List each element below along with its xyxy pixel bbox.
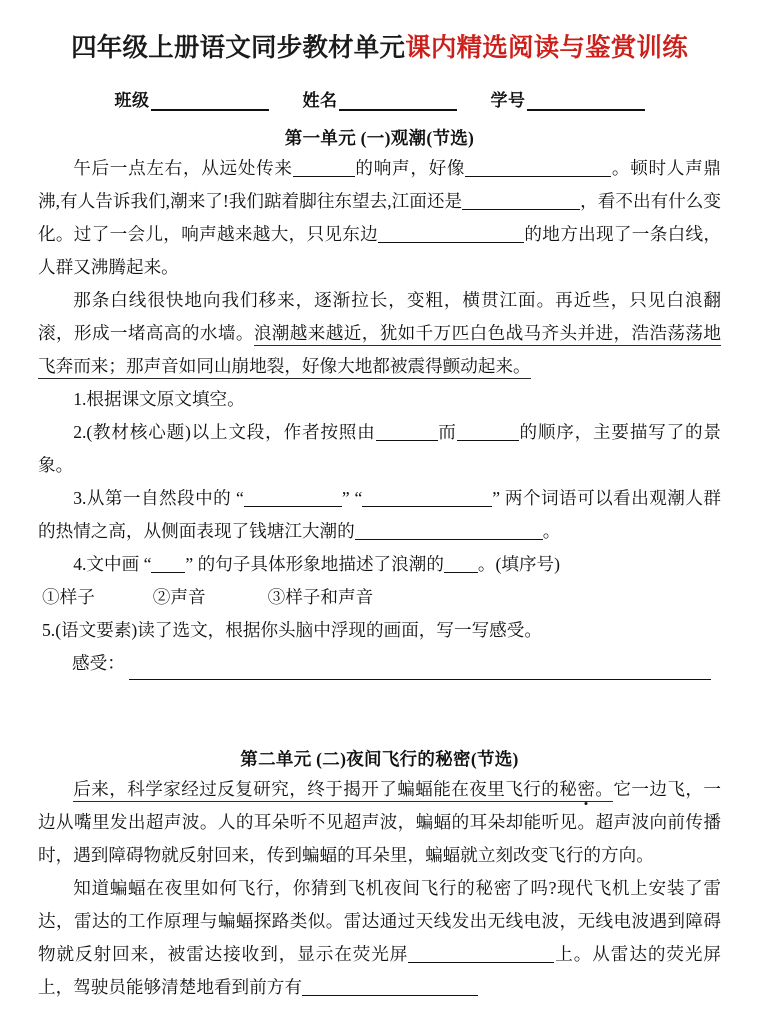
section-heading-unit-2: 第二单元 (二)夜间飞行的秘密(节选) (240, 749, 519, 770)
passage-blank-2[interactable] (465, 161, 611, 177)
unit2-blank-1[interactable] (408, 947, 554, 963)
q3-mid2: ” 两个词语可以看出观潮人群的热情之高，从侧面表现了钱塘江大潮的 (38, 488, 721, 542)
q3-tail: 。 (542, 521, 561, 542)
u2-underlined-lead (73, 779, 613, 802)
q2-mid: 而 (437, 422, 457, 443)
passage-blank-3[interactable] (462, 194, 580, 210)
name-input-rule[interactable] (339, 95, 457, 111)
unit1-question-5 (38, 614, 721, 647)
u2-lead-tail: 。 (595, 779, 614, 800)
q4-blank-1[interactable] (151, 557, 185, 573)
q2-blank-2[interactable] (457, 425, 519, 441)
number-label: 学号 (490, 91, 526, 111)
q4-number: 4. (73, 554, 87, 575)
q3-prefix: 从第一自然段中的 “ (86, 488, 244, 509)
q4-blank-2[interactable] (444, 557, 478, 573)
option-1[interactable]: ①样子 (42, 587, 95, 608)
unit1-passage-paragraph-1 (38, 152, 721, 284)
class-label: 班级 (114, 91, 150, 111)
unit1-passage-paragraph-2 (38, 284, 721, 383)
q2-suffix: 的顺序，主要描写了 (518, 422, 685, 443)
passage-blank-1[interactable] (293, 161, 355, 177)
q5-text: (语文要素)读了选文，根据你头脑中浮现的画面，写一写感受。 (55, 620, 542, 641)
q1-text: 根据课文原文填空。 (86, 389, 245, 410)
unit1-answer-row (38, 647, 721, 680)
section-spacer (38, 680, 721, 746)
q2-tail: 的景象。 (38, 422, 721, 476)
u2-p2-seg-2: 上。从雷达的荧光屏上，驾驶员能够清楚地看到前方有 (38, 944, 721, 998)
page-title-red-part: 课内精选阅读与鉴赏训练 (405, 33, 688, 62)
option-3[interactable]: ③样子和声音 (267, 587, 374, 608)
q4-mid: ” 的句子具体形象地描述了浪潮的 (185, 554, 444, 575)
p1-seg-2: 的响声，好像 (354, 158, 466, 179)
unit1-question-1 (38, 383, 721, 416)
q2-number: 2. (73, 422, 87, 443)
q3-number: 3. (73, 488, 87, 509)
p1-seg-3: 。顿时人声鼎沸,有人告诉我们,潮来了!我们踮着脚往东望去,江面还是 (38, 158, 721, 212)
p2-plain-text: 那条白线很快地向我们移来，逐渐拉长，变粗，横贯江面。再近些，只见白浪翻滚，形成一堵高高的水墙。 (38, 290, 721, 344)
q3-blank-1[interactable] (244, 491, 342, 507)
unit1-question-4 (38, 548, 721, 581)
page-title-black-part: 四年级上册语文同步教材单元 (71, 33, 406, 62)
passage-blank-4[interactable] (378, 227, 524, 243)
q4-prefix: 文中画 “ (86, 554, 152, 575)
class-input-rule[interactable] (151, 95, 269, 111)
unit1-question-2 (38, 416, 721, 482)
student-info-row (38, 86, 721, 111)
q4-tail: 。(填序号) (477, 554, 561, 575)
section-heading-unit-1: 第一单元 (一)观潮(节选) (284, 128, 475, 149)
unit1-question-4-options (38, 581, 721, 614)
name-field[interactable] (303, 86, 457, 111)
answer-input-rule[interactable] (129, 664, 711, 680)
unit2-passage-paragraph-2 (38, 872, 721, 1004)
unit2-blank-2[interactable] (302, 980, 478, 996)
unit2-passage-paragraph-1 (38, 773, 721, 872)
q1-number: 1. (73, 389, 87, 410)
p1-seg-4: ，看不出有什么变化。过了一会儿，响声越来越大，只见东边 (38, 191, 721, 245)
option-2[interactable]: ②声音 (152, 587, 206, 608)
unit1-question-3 (38, 482, 721, 548)
p1-seg-5: 的地方出现了一条白线，人群又沸腾起来。 (38, 224, 721, 278)
class-field[interactable] (115, 86, 269, 111)
answer-label: 感受： (72, 653, 125, 674)
p2-underlined-sentence: 浪潮越来越近，犹如千万匹白色战马齐头并进，浩浩荡荡地飞奔而来；那声音如同山崩地裂，好像大地都被震得颤动起来。 (38, 323, 721, 379)
q3-blank-2[interactable] (362, 491, 492, 507)
q2-blank-1[interactable] (376, 425, 438, 441)
page-title (38, 0, 721, 62)
q3-mid1: ” “ (341, 488, 363, 509)
p1-seg-1: 午后一点左右，从远处传来 (73, 158, 293, 179)
number-field[interactable] (491, 86, 645, 111)
name-label: 姓名 (302, 91, 338, 111)
number-input-rule[interactable] (527, 95, 645, 111)
q2-prefix: (教材核心题)以上文段，作者按照由 (86, 422, 376, 443)
q3-blank-3[interactable] (355, 524, 543, 540)
u2-p2-seg-1: 知道蝙蝠在夜里如何飞行，你猜到飞机夜间飞行的秘密了吗?现代飞机上安装了雷达，雷达的工作原理与蝙蝠探路类似。雷达通过天线发出无线电波，无线电波遇到障碍物就反射回来，被雷达接收到，显示在荧光屏 (38, 878, 721, 965)
u2-dotted-char: 密 (577, 779, 596, 800)
q5-number: 5. (42, 620, 56, 641)
u2-rest-text: 它一边飞，一边从嘴里发出超声波。人的耳朵听不见超声波，蝙蝠的耳朵却能听见。超声波向前传播时，遇到障碍物就反射回来，传到蝙蝠的耳朵里，蝙蝠就立刻改变飞行的方向。 (38, 779, 721, 866)
u2-lead-text: 后来，科学家经过反复研究，终于揭开了蝙蝠能在夜里飞行的秘 (73, 779, 578, 800)
